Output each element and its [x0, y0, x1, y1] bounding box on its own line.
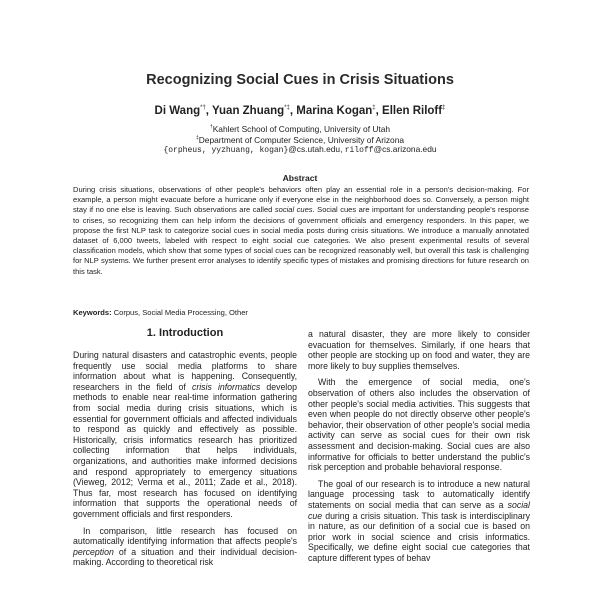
paragraph-text: during a crisis situation. This task is interdisciplinary in nature, as our definition of a social cue is based on prior work in social science and crisis informatics. Specifically, we define eight social cue categories that capture different types of behav — [308, 510, 530, 563]
email-usernames: {orpheus, yyzhuang, kogan} — [163, 146, 289, 155]
affiliation-mark: ‡ — [195, 135, 199, 141]
paragraph-text: During natural disasters and catastrophic events, people frequently use social media platforms to share information about what is happening. Consequently, researchers in the field of — [73, 350, 297, 392]
author-mark: *† — [200, 105, 206, 112]
author-emails — [0, 144, 600, 156]
paragraph — [73, 526, 297, 568]
author-name: Marina Kogan — [296, 105, 373, 117]
author-name: Di Wang — [154, 105, 201, 117]
keywords-text: Corpus, Social Media Processing, Other — [111, 308, 248, 317]
affiliation-text: Department of Computer Science, University of Arizona — [198, 134, 405, 145]
paragraph — [308, 479, 530, 564]
right-column — [308, 329, 530, 563]
paragraph-text: The goal of our research is to introduce a new natural language processing task to automatically identify statements on social media that can serve as a — [308, 478, 530, 510]
keywords — [73, 308, 529, 317]
author-name: Yuan Zhuang — [211, 105, 285, 117]
keywords-label: Keywords: — [73, 308, 112, 317]
paragraph-text: of a situation and their individual decision-making. According to theoretical risk — [73, 546, 297, 568]
author-mark: ‡ — [372, 105, 376, 112]
author-list: Di Wang*†, Yuan Zhuang*‡, Marina Kogan‡, Ellen Riloff‡ — [154, 105, 446, 117]
email-domain: @cs.utah.edu, — [288, 144, 345, 154]
paragraph-text: develop methods to enable near real-time information gathering from social media during crisis situations, which is essential for government officials and affected individuals to respond as quickly and effectively as possible. Historically, crisis informatics research has prioritized collecting information that helps individuals, organizations, and authorities make informed decisions and respond appropriately to emergency situations (Vieweg, 2012; Verma et al., 2011; Zade et al., 2018). Thus far, most research has focused on identifying information that supports the operational needs of government officials and first responders. — [73, 381, 297, 519]
paragraph-term: perception — [73, 546, 114, 557]
paragraph-term: crisis informatics — [191, 381, 261, 392]
paragraph — [308, 329, 530, 371]
paragraph — [308, 377, 530, 472]
paragraph — [73, 350, 297, 520]
author-name: Ellen Riloff — [382, 105, 443, 117]
email-domain: @cs.arizona.edu — [373, 144, 437, 154]
paragraph-term: social cue — [308, 499, 530, 521]
abstract-text: . Social cues are important for understanding people's response to crises, so recognizing them can help inform the decisions of government officials and emergency responders. In this paper, we propose the first NLP task to categorize social cues in social media posts during crisis situations. We introduce a manually annotated dataset of 6,000 tweets, labeled with respect to eight social cue categories. We also present experimental results of several classification models, which show that some types of social cues can be recognized reasonably well, but overall this task is challenging for NLP systems. We further present error analyses to identify specific types of mistakes and promising directions for future research on this task. — [73, 205, 529, 276]
affiliation-text: Kahlert School of Computing, University of Utah — [212, 123, 391, 134]
abstract-body — [73, 185, 529, 277]
author-mark: ‡ — [442, 105, 446, 112]
paragraph-text: With the emergence of social media, one's observation of others also includes the observation of other people's social media activities. This suggests that even when people do not directly observe other people's behavior, their observation of other people's social media activity can serve as social cues for their own risk assessment and decision-making. Social cues are also informative for officials to better understand the public's risk perception and probable behavioral response. — [308, 377, 530, 473]
author-mark: *‡ — [284, 105, 290, 112]
abstract-term: social cues — [274, 205, 313, 215]
paragraph-text: a natural disaster, they are more likely to consider evacuation for themselves. Similarly, if one hears that other people are stocking up on food and water, they are more likely to buy supplies themselves. — [308, 329, 530, 371]
email-username: riloff — [344, 146, 374, 155]
affiliation-mark: † — [209, 124, 213, 130]
left-column — [73, 350, 297, 568]
abstract-heading: Abstract — [282, 173, 318, 183]
abstract-text: During crisis situations, observations of other people's behaviors often play an essential role in a person's decision-making. For example, a person might evacuate before a hurricane only if everyone else in the neighborhood does so. Conversely, a person might stay if no one else is leaving. Such observations are called — [73, 185, 529, 215]
paragraph-text: In comparison, little research has focused on automatically identifying information that affects people's — [73, 525, 297, 547]
section-heading: 1. Introduction — [146, 327, 224, 339]
paper-title: Recognizing Social Cues in Crisis Situations — [146, 72, 454, 88]
